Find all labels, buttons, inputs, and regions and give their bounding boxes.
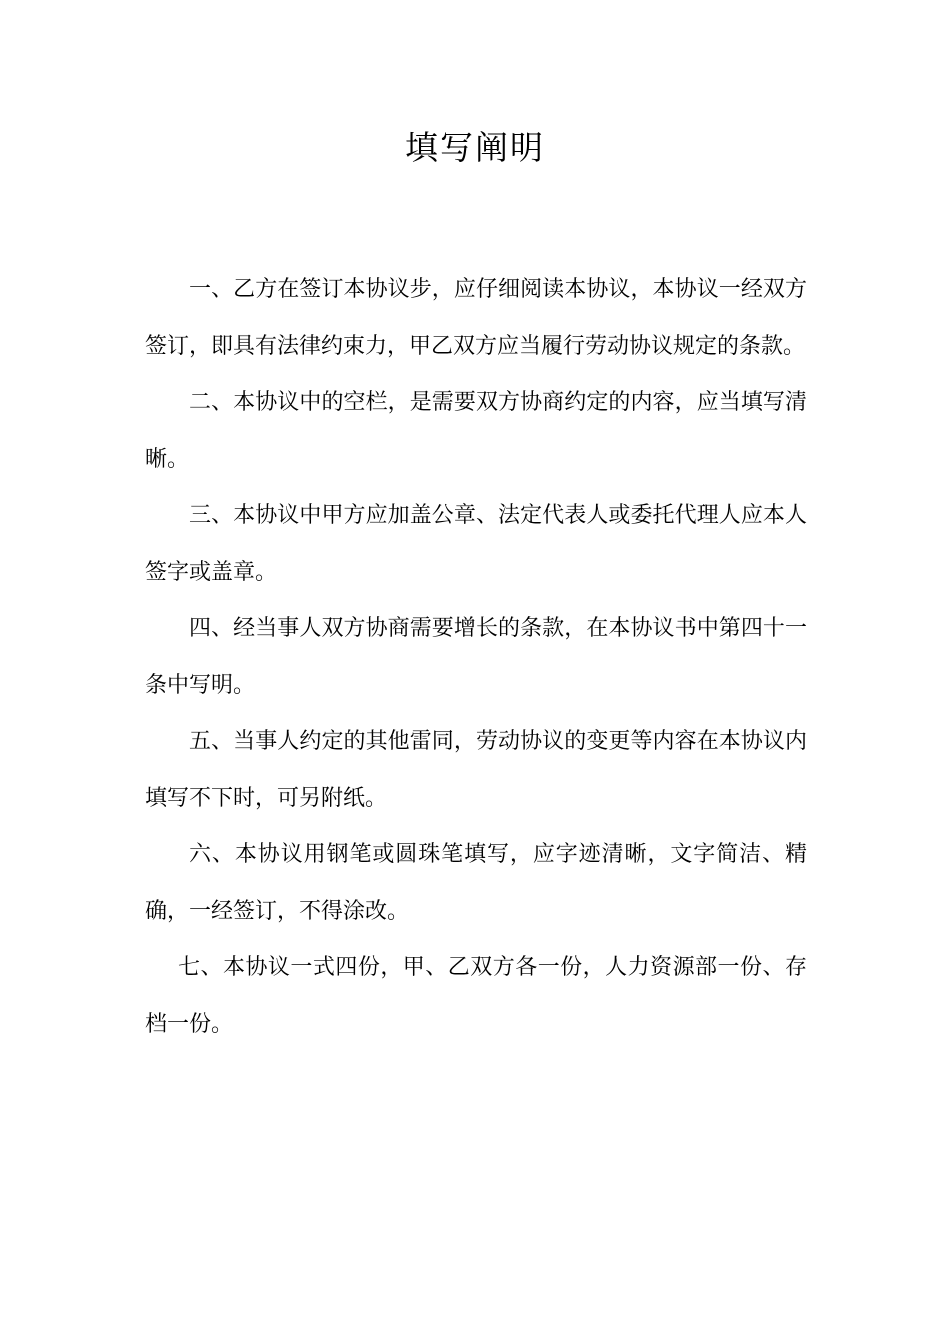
page-title: 填写阐明 xyxy=(405,128,545,167)
instruction-paragraph-4: 四、经当事人双方协商需要增长的条款，在本协议书中第四十一条中写明。 xyxy=(145,616,807,698)
instruction-paragraph-5: 五、当事人约定的其他雷同，劳动协议的变更等内容在本协议内填写不下时，可另附纸。 xyxy=(145,729,807,811)
instruction-paragraph-2: 二、本协议中的空栏，是需要双方协商约定的内容，应当填写清晰。 xyxy=(145,390,807,472)
instructions-body xyxy=(145,262,807,1053)
instruction-paragraph-7: 七、本协议一式四份，甲、乙双方各一份，人力资源部一份、存档一份。 xyxy=(145,955,807,1037)
instruction-paragraph-1: 一、乙方在签订本协议步，应仔细阅读本协议，本协议一经双方签订，即具有法律约束力，甲乙双方应当履行劳动协议规定的条款。 xyxy=(145,277,807,359)
instruction-paragraph-6: 六、本协议用钢笔或圆珠笔填写，应字迹清晰，文字简洁、精确，一经签订，不得涂改。 xyxy=(145,842,807,924)
instruction-paragraph-3: 三、本协议中甲方应加盖公章、法定代表人或委托代理人应本人签字或盖章。 xyxy=(145,503,807,585)
